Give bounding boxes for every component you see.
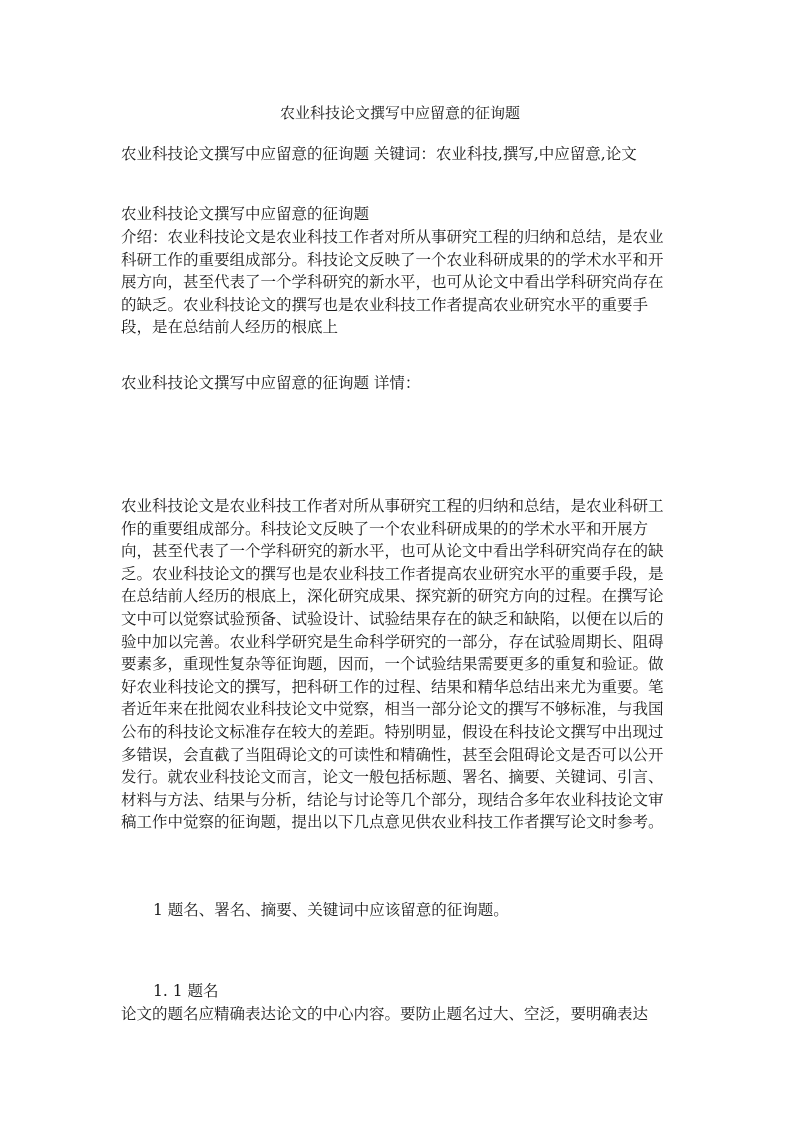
subsection-heading: 1. 1 题名: [153, 982, 219, 1000]
keywords-line: 农业科技论文撰写中应留意的征询题 关键词：农业科技,撰写,中应留意,论文: [121, 145, 637, 163]
body-paragraph: 农业科技论文是农业科技工作者对所从事研究工程的归纳和总结，是农业科研工作的重要组成部分。科技论文反映了一个农业科研成果的的学术水平和开展方向，甚至代表了一个学科研究的新水平，也可从论文中看出学科研究尚存在的缺乏。农业科技论文的撰写也是农业科技工作者提高农业研究水平的重要手段，是在总结前人经历的根底上，深化研究成果、探究新的研究方向的过程。在撰写论文中可以觉察试验预备、试验设计、试验结果存在的缺乏和缺陷，以便在以后的验中加以完善。农业科学研究是生命科学研究的一部分，存在试验周期长、阻碍要素多，重现性复杂等征询题，因而，一个试验结果需要更多的重复和验证。做好农业科技论文的撰写，把科研工作的过程、结果和精华总结出来尤为重要。笔者近年来在批阅农业科技论文中觉察，相当一部分论文的撰写不够标准，与我国公布的科技论文标准存在较大的差距。特别明显，假设在科技论文撰写中出现过多错误，会直截了当阻碍论文的可读性和精确性，甚至会阻碍论文是否可以公开发行。就农业科技论文而言，论文一般包括标题、署名、摘要、关键词、引言、材料与方法、结果与分析，结论与讨论等几个部分，现结合多年农业科技论文审稿工作中觉察的征询题，提出以下几点意见供农业科技工作者撰写论文时参考。: [121, 497, 664, 832]
section-heading: 1 题名、署名、摘要、关键词中应该留意的征询题。: [153, 901, 509, 919]
intro-paragraph: 介绍：农业科技论文是农业科技工作者对所从事研究工程的归纳和总结，是农业科研工作的重要组成部分。科技论文反映了一个农业科研成果的的学术水平和开展方向，甚至代表了一个学科研究的新水平，也可从论文中看出学科研究尚存在的缺乏。农业科技论文的撰写也是农业科技工作者提高农业研究水平的重要手段，是在总结前人经历的根底上: [121, 228, 664, 337]
document-title: 农业科技论文撰写中应留意的征询题: [279, 104, 520, 122]
details-label: 农业科技论文撰写中应留意的征询题 详情：: [121, 374, 421, 392]
section-paragraph: 论文的题名应精确表达论文的中心内容。要防止题名过大、空泛，要明确表达: [121, 1005, 649, 1023]
intro-heading: 农业科技论文撰写中应留意的征询题: [121, 205, 370, 223]
